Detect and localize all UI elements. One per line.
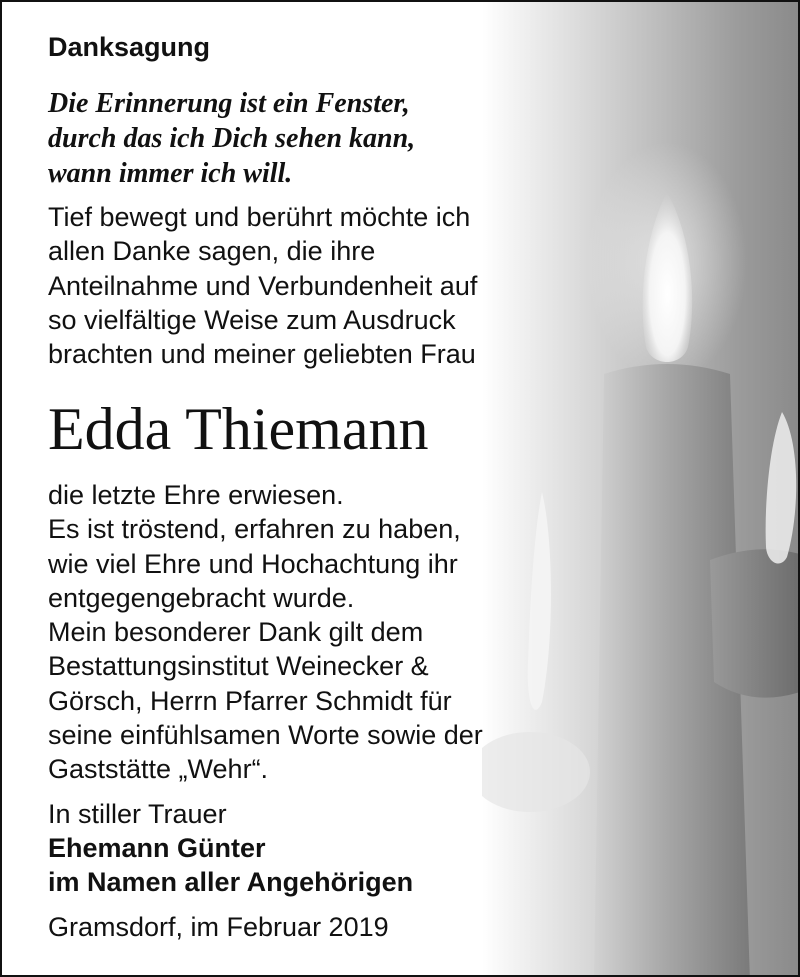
paragraph-line: seine einfühlsamen Worte sowie der — [48, 720, 483, 751]
small-flame-left — [528, 492, 551, 710]
paragraph-line: Gaststätte „Wehr“. — [48, 754, 269, 785]
closing-intro: In stiller Trauer — [48, 799, 227, 829]
paragraph-line: Mein besonderer Dank gilt dem — [48, 617, 424, 648]
memorial-quote — [48, 86, 415, 191]
paragraph-line: Anteilnahme und Verbundenheit auf — [48, 270, 478, 301]
paragraph-line: Görsch, Herrn Pfarrer Schmidt für — [48, 685, 452, 716]
paragraph-line: allen Danke sagen, die ihre — [48, 236, 376, 267]
paragraph-line: so vielfältige Weise zum Ausdruck — [48, 304, 456, 335]
candles-photo — [482, 2, 800, 975]
quote-line: durch das ich Dich sehen kann, — [48, 123, 416, 154]
closing-block — [48, 797, 413, 899]
paragraph-line: entgegengebracht wurde. — [48, 582, 355, 613]
family-line: im Namen aller Angehörigen — [48, 867, 414, 897]
quote-line: Die Erinnerung ist ein Fenster, — [48, 88, 410, 119]
place-date: Gramsdorf, im Februar 2019 — [48, 912, 389, 942]
candles-illustration — [482, 2, 800, 975]
paragraph-line: Es ist tröstend, erfahren zu haben, — [48, 514, 461, 545]
small-candle-right — [710, 549, 800, 697]
deceased-name: Edda Thiemann — [48, 396, 429, 462]
paragraph-line: brachten und meiner geliebten Frau — [48, 339, 476, 370]
paragraph-line: wie viel Ehre und Hochachtung ihr — [48, 548, 458, 579]
small-flame-right — [766, 412, 797, 564]
gratitude-paragraph — [48, 478, 483, 787]
quote-line: wann immer ich will. — [48, 158, 293, 189]
paragraph-line: Bestattungsinstitut Weinecker & — [48, 651, 429, 682]
heading: Danksagung — [48, 32, 211, 62]
paragraph-line: die letzte Ehre erwiesen. — [48, 480, 344, 510]
small-candle-left — [482, 732, 590, 812]
thanks-paragraph — [48, 200, 477, 371]
signer: Ehemann Günter — [48, 833, 266, 863]
paragraph-line: Tief bewegt und berührt möchte ich — [48, 202, 471, 232]
